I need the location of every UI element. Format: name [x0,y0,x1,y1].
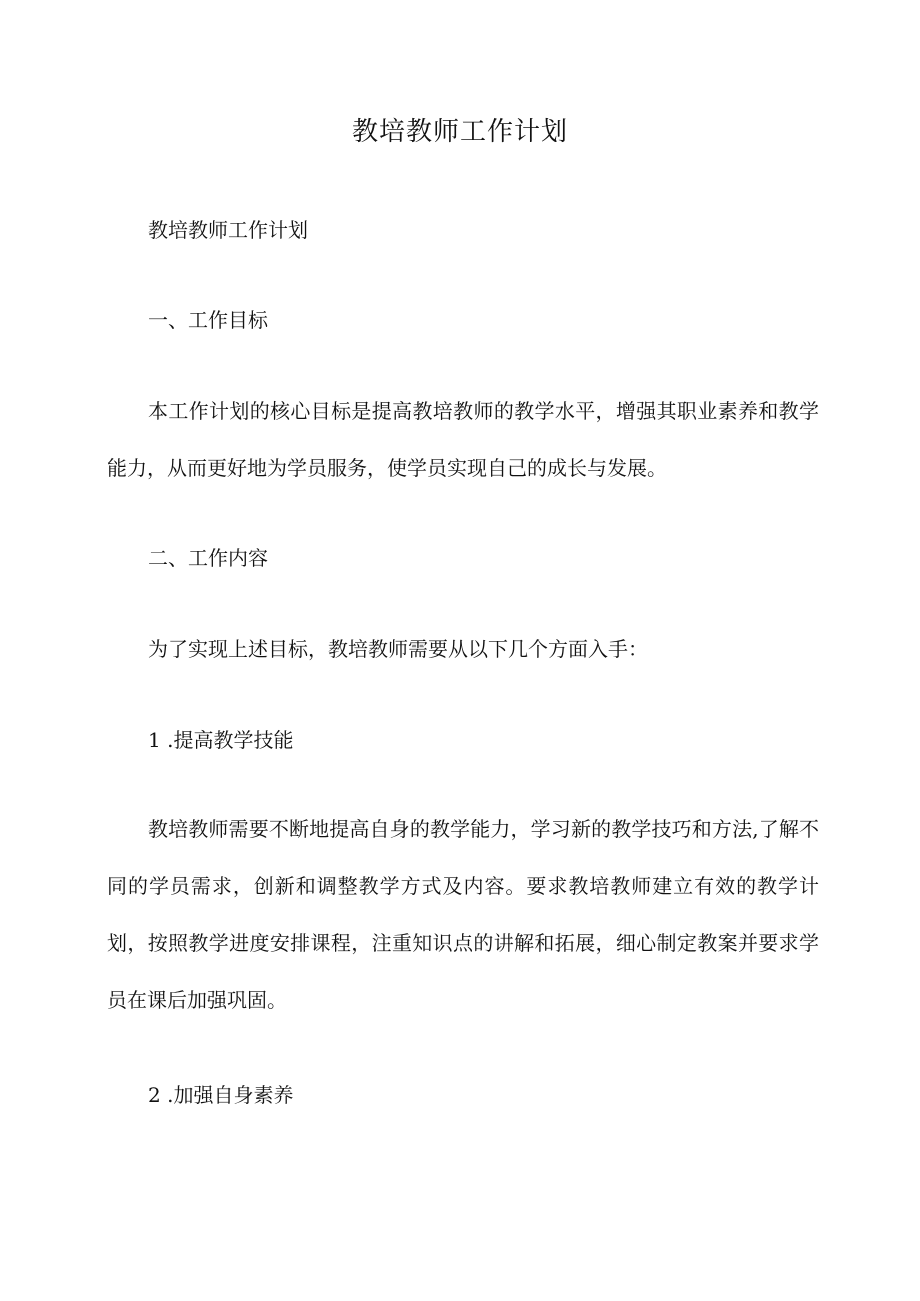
item1-paragraph: 教培教师需要不断地提高自身的教学能力，学习新的教学技巧和方法,了解不同的学员需求，创新和调整教学方式及内容。要求教培教师建立有效的教学计划，按照教学进度安排课程，注重知识点的讲解和拓展，细心制定教案并要求学员在课后加强巩固。 [107,817,819,1012]
section1-paragraph: 本工作计划的核心目标是提高教培教师的教学水平，增强其职业素养和教学能力，从而更好地为学员服务，使学员实现自己的成长与发展。 [107,399,819,480]
item2-heading: 2 .加强自身素养 [148,1083,294,1107]
section2-intro: 为了实现上述目标，教培教师需要从以下几个方面入手： [148,637,648,661]
document-title: 教培教师工作计划 [351,117,568,147]
document-subtitle: 教培教师工作计划 [148,218,308,242]
section2-heading: 二、工作内容 [148,546,268,570]
item1-heading: 1 .提高教学技能 [148,728,294,752]
section1-heading: 一、工作目标 [148,308,268,332]
